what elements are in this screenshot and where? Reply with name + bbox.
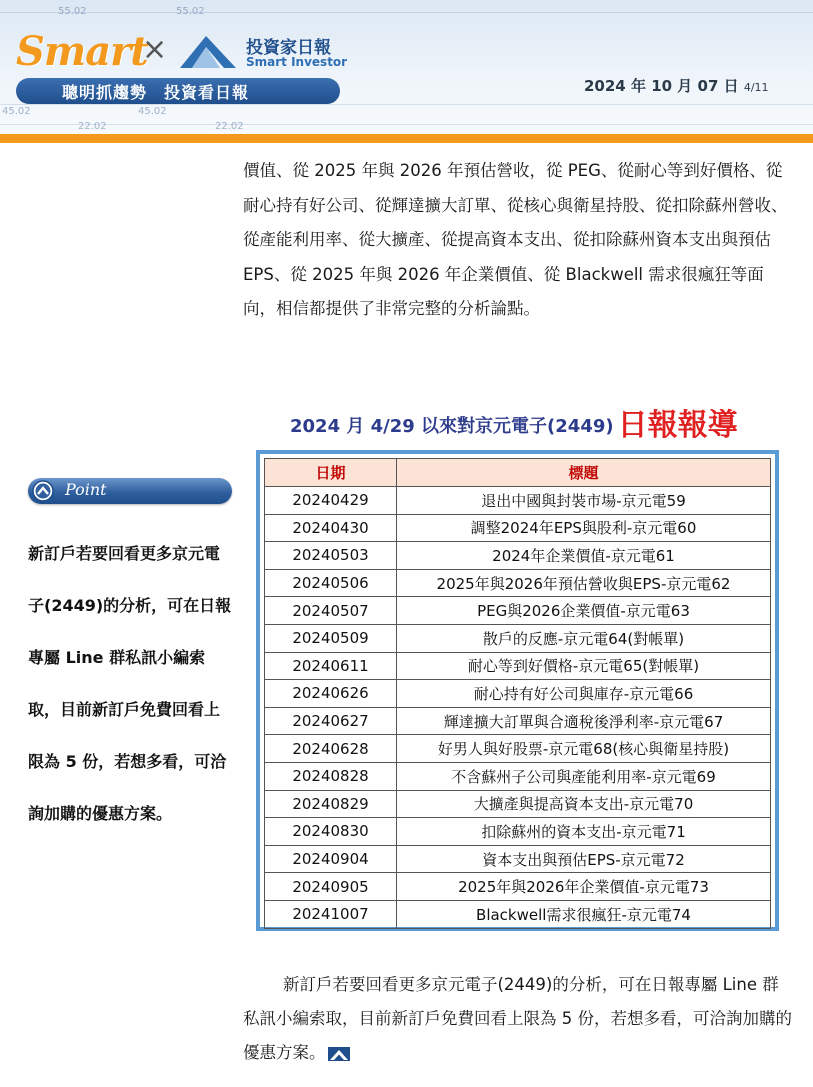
- point-label: Point: [65, 480, 107, 499]
- bg-tick-label: 55.02: [58, 6, 87, 17]
- table-row: [265, 900, 771, 928]
- slogan: 聰明抓趨勢 投資看日報: [62, 83, 250, 102]
- report-table-frame: [256, 450, 779, 931]
- bg-tick-label: 45.02: [2, 106, 31, 117]
- table-body: [265, 487, 771, 929]
- cell-date: 20240830: [265, 818, 397, 846]
- brand-name-en: Smart Investor: [246, 55, 348, 69]
- issue-date: [584, 75, 769, 96]
- body-paragraph: 價值、從 2025 年與 2026 年預估營收，從 PEG、從耐心等到好價格、從耐心持有好公司、從輝達擴大訂單、從核心與衛星持股、從扣除蘇州營收、從產能利用率、從大擴產、從提高資本支出、從扣除蘇州資本支出與預估 EPS、從 2025 年與 2026 年企業價值、從 Blackwell 需求很瘋狂等面向，相信都提供了非常完整的分析論點。: [243, 161, 788, 318]
- closing-paragraph-text: 新訂戶若要回看更多京元電子(2449)的分析，可在日報專屬 Line 群私訊小編索取，目前新訂戶免費回看上限為 5 份，若想多看，可洽詢加購的優惠方案。: [243, 975, 792, 1062]
- cell-title: 資本支出與預估EPS-京元電72: [397, 845, 771, 873]
- page-header: [0, 0, 813, 134]
- cell-title: 調整2024年EPS與股利-京元電60: [397, 514, 771, 542]
- table-row: [265, 542, 771, 570]
- table-header-row: [265, 459, 771, 487]
- cell-title: 不含蘇州子公司與產能利用率-京元電69: [397, 762, 771, 790]
- cell-title: 耐心等到好價格-京元電65(對帳單): [397, 652, 771, 680]
- cell-date: 20240829: [265, 790, 397, 818]
- cell-date: 20240626: [265, 680, 397, 708]
- cell-date: 20240905: [265, 873, 397, 901]
- bg-tick-label: 45.02: [138, 106, 167, 117]
- table-row: [265, 569, 771, 597]
- cell-title: 散戶的反應-京元電64(對帳單): [397, 624, 771, 652]
- cell-date: 20240430: [265, 514, 397, 542]
- cell-title: 2024年企業價值-京元電61: [397, 542, 771, 570]
- table-row: [265, 707, 771, 735]
- cell-date: 20240429: [265, 487, 397, 515]
- cell-date: 20240507: [265, 597, 397, 625]
- table-row: [265, 818, 771, 846]
- bg-tick-label: 55.02: [176, 6, 205, 17]
- brand-name-cn: 投資家日報: [246, 38, 331, 58]
- mountain-chevron-icon: [328, 1047, 350, 1061]
- table-row: [265, 845, 771, 873]
- cell-date: 20241007: [265, 900, 397, 928]
- cell-date: 20240506: [265, 569, 397, 597]
- cell-title: 大擴產與提高資本支出-京元電70: [397, 790, 771, 818]
- cell-title: 好男人與好股票-京元電68(核心與衛星持股): [397, 735, 771, 763]
- cell-date: 20240509: [265, 624, 397, 652]
- mountain-chevron-icon: [176, 30, 240, 70]
- cell-title: PEG與2026企業價值-京元電63: [397, 597, 771, 625]
- cell-title: 扣除蘇州的資本支出-京元電71: [397, 818, 771, 846]
- point-text: 新訂戶若要回看更多京元電子(2449)的分析，可在日報專屬 Line 群私訊小編索取，目前新訂戶免費回看上限為 5 份，若想多看，可洽詢加購的優惠方案。: [28, 544, 232, 823]
- caption-highlight: 日報報導: [617, 408, 738, 443]
- bg-tick-label: 22.02: [215, 121, 244, 132]
- cell-date: 20240828: [265, 762, 397, 790]
- page-number: 4/11: [743, 81, 769, 94]
- table-row: [265, 873, 771, 901]
- header-divider: [0, 134, 813, 143]
- table-row: [265, 514, 771, 542]
- cell-title: 2025年與2026年預估營收與EPS-京元電62: [397, 569, 771, 597]
- caption-main: 2024 月 4/29 以來對京元電子(2449): [290, 416, 614, 437]
- table-row: [265, 680, 771, 708]
- smart-logo: Smart: [16, 28, 148, 75]
- table-row: [265, 735, 771, 763]
- issue-date-text: 2024 年 10 月 07 日: [584, 77, 739, 95]
- cell-title: Blackwell需求很瘋狂-京元電74: [397, 900, 771, 928]
- bg-grid-line: [0, 12, 813, 13]
- cell-title: 輝達擴大訂單與合適稅後淨利率-京元電67: [397, 707, 771, 735]
- report-table: [264, 458, 771, 929]
- table-row: [265, 624, 771, 652]
- brand-separator: ×: [142, 32, 168, 67]
- column-header-title: 標題: [397, 459, 771, 487]
- column-header-date: 日期: [265, 459, 397, 487]
- cell-date: 20240904: [265, 845, 397, 873]
- table-row: [265, 762, 771, 790]
- bg-tick-label: 22.02: [78, 121, 107, 132]
- closing-paragraph: [243, 968, 795, 1070]
- table-caption: [290, 400, 738, 444]
- cell-date: 20240627: [265, 707, 397, 735]
- table-row: [265, 487, 771, 515]
- table-row: [265, 790, 771, 818]
- chevron-up-circle-icon: [32, 480, 54, 502]
- table-row: [265, 597, 771, 625]
- cell-title: 退出中國與封裝市場-京元電59: [397, 487, 771, 515]
- bg-grid-line: [0, 124, 813, 125]
- cell-title: 耐心持有好公司與庫存-京元電66: [397, 680, 771, 708]
- cell-date: 20240503: [265, 542, 397, 570]
- bg-grid-line: [0, 104, 813, 105]
- cell-date: 20240628: [265, 735, 397, 763]
- table-row: [265, 652, 771, 680]
- point-badge: [28, 478, 232, 504]
- cell-title: 2025年與2026年企業價值-京元電73: [397, 873, 771, 901]
- cell-date: 20240611: [265, 652, 397, 680]
